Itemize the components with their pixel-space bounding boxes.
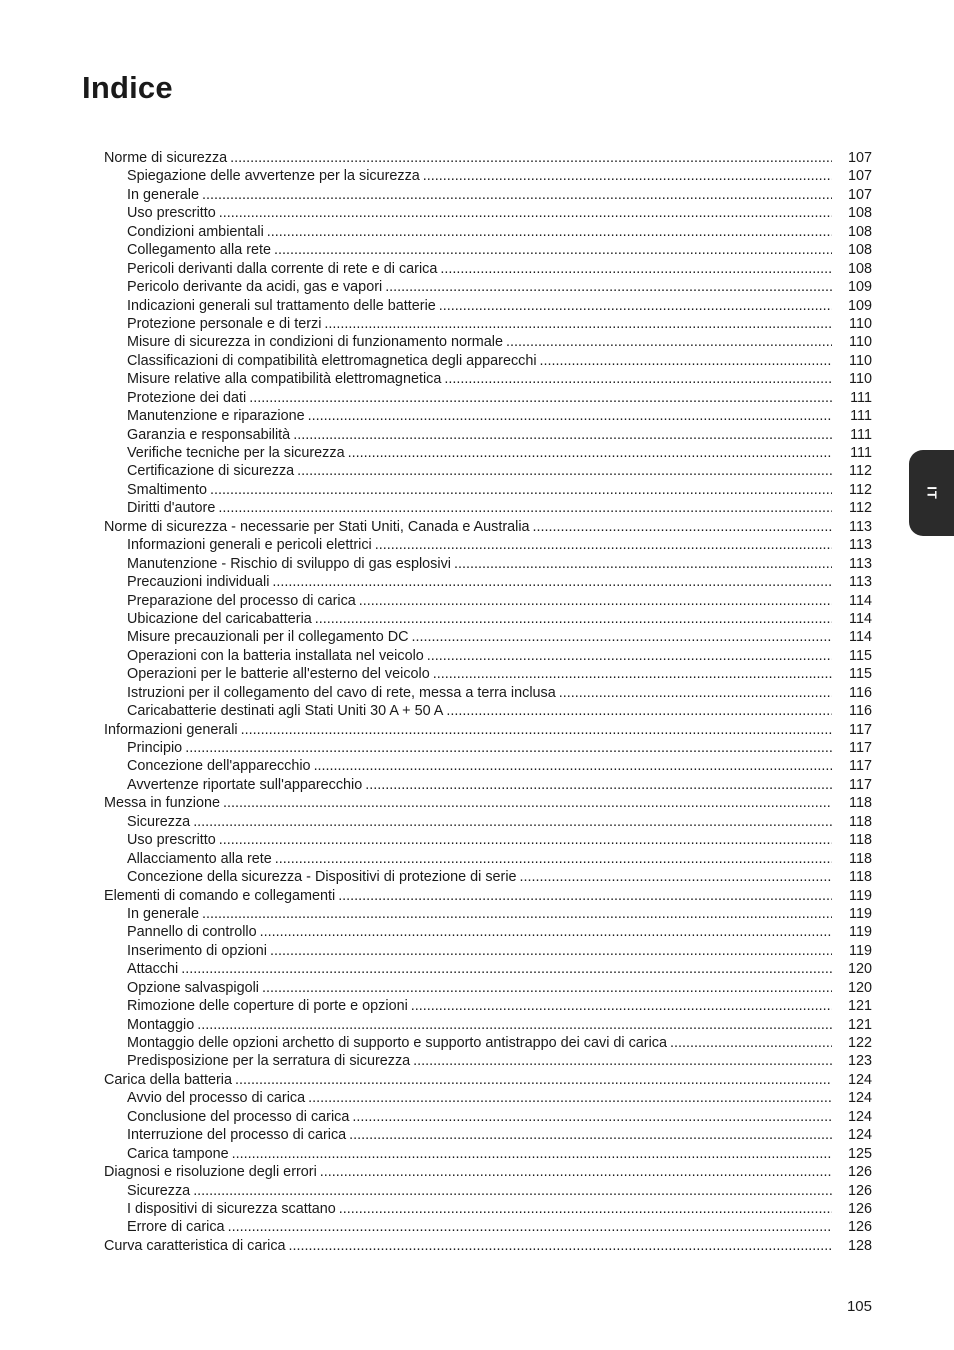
- toc-entry-page: 117: [849, 776, 872, 793]
- toc-entry[interactable]: [104, 223, 872, 241]
- toc-entry[interactable]: [104, 481, 872, 499]
- toc-entry-label: Norme di sicurezza: [104, 150, 228, 166]
- toc-entry-label: Diritti d'autore: [127, 500, 216, 517]
- toc-entry[interactable]: [104, 407, 872, 425]
- toc-leader-dots: [412, 628, 832, 646]
- toc-leader-dots: [193, 813, 832, 831]
- toc-entry-label: Manutenzione e riparazione: [127, 408, 305, 425]
- toc-leader-dots: [444, 370, 832, 388]
- toc-entry-page: 119: [849, 924, 872, 941]
- toc-entry-page: 126: [847, 1182, 872, 1199]
- toc-leader-dots: [210, 481, 832, 499]
- toc-leader-dots: [223, 794, 832, 812]
- toc-entry-page: 121: [847, 1016, 872, 1033]
- toc-entry-label: Opzione salvaspigoli: [127, 979, 259, 996]
- toc-leader-dots: [433, 665, 832, 683]
- toc-entry-page: 109: [847, 297, 872, 314]
- toc-leader-dots: [559, 684, 832, 702]
- toc-entry-page: 113: [849, 574, 872, 591]
- toc-entry-page: 117: [849, 758, 872, 775]
- toc-entry-page: 121: [847, 998, 872, 1015]
- toc-entry-page: 108: [847, 205, 872, 222]
- toc-entry-page: 118: [849, 850, 872, 867]
- language-tab-label: IT: [924, 486, 939, 500]
- toc-entry[interactable]: [104, 278, 872, 296]
- toc-leader-dots: [260, 923, 832, 941]
- toc-leader-dots: [439, 297, 832, 315]
- toc-entry-label: Ubicazione del caricabatteria: [127, 610, 312, 627]
- toc-entry[interactable]: [104, 905, 872, 923]
- toc-entry[interactable]: [104, 1126, 872, 1144]
- toc-leader-dots: [520, 868, 832, 886]
- toc-entry-label: Inserimento di opzioni: [127, 942, 267, 959]
- toc-entry-page: 113: [849, 537, 872, 554]
- toc-leader-dots: [275, 850, 832, 868]
- toc-entry-label: In generale: [127, 186, 200, 203]
- toc-entry-label: Spiegazione delle avvertenze per la sicurezza: [127, 168, 420, 185]
- toc-entry-page: 118: [849, 795, 872, 812]
- toc-entry-page: 112: [849, 500, 872, 517]
- toc-entry-label: Collegamento alla rete: [127, 242, 271, 259]
- toc-entry[interactable]: [104, 665, 872, 683]
- toc-entry-label: Norme di sicurezza - necessarie per Stati Uniti, Canada e Australia: [104, 518, 530, 535]
- page-title: Indice: [82, 70, 173, 105]
- toc-entry[interactable]: [104, 887, 872, 905]
- toc-entry[interactable]: [104, 186, 872, 204]
- toc-entry-label: Operazioni con la batteria installata nel veicolo: [127, 647, 424, 664]
- toc-entry-label: Concezione dell'apparecchio: [127, 758, 311, 775]
- toc-entry-label: Indicazioni generali sul trattamento delle batterie: [127, 297, 436, 314]
- toc-leader-dots: [506, 333, 832, 351]
- toc-entry-label: Rimozione delle coperture di porte e opzioni: [127, 998, 408, 1015]
- toc-leader-dots: [270, 942, 832, 960]
- toc-leader-dots: [411, 997, 832, 1015]
- toc-entry-page: 117: [849, 740, 872, 756]
- toc-entry-label: Misure precauzionali per il collegamento DC: [127, 629, 409, 646]
- toc-leader-dots: [446, 702, 832, 720]
- toc-leader-dots: [375, 536, 832, 554]
- toc-entry[interactable]: [104, 868, 872, 886]
- toc-entry[interactable]: [104, 942, 872, 960]
- toc-entry[interactable]: [104, 647, 872, 665]
- toc-entry-page: 114: [849, 610, 872, 627]
- toc-entry-label: Uso prescritto: [127, 205, 216, 222]
- toc-entry[interactable]: [104, 389, 872, 407]
- toc-entry[interactable]: [104, 1108, 872, 1126]
- toc-entry-label: Preparazione del processo di carica: [127, 592, 356, 609]
- toc-entry-page: 111: [850, 408, 872, 425]
- toc-entry[interactable]: [104, 979, 872, 997]
- toc-leader-dots: [218, 499, 832, 517]
- toc-entry[interactable]: [104, 444, 872, 462]
- toc-entry-label: Allacciamento alla rete: [127, 850, 272, 867]
- toc-entry-page: 116: [849, 703, 872, 720]
- toc-entry-page: 111: [850, 445, 872, 461]
- toc-entry-page: 118: [849, 813, 872, 830]
- toc-entry-page: 112: [849, 481, 872, 498]
- toc-entry-page: 119: [849, 887, 872, 904]
- toc-leader-dots: [262, 979, 832, 997]
- toc-entry[interactable]: [104, 370, 872, 388]
- toc-entry-label: Misure relative alla compatibilità elettromagnetica: [127, 371, 442, 388]
- toc-entry[interactable]: [104, 149, 872, 167]
- toc-entry[interactable]: [104, 462, 872, 480]
- toc-entry-label: Garanzia e responsabilità: [127, 426, 291, 443]
- toc-leader-dots: [454, 555, 832, 573]
- toc-entry-page: 124: [847, 1108, 872, 1125]
- toc-entry-page: 107: [847, 150, 872, 166]
- toc-entry-page: 124: [847, 1090, 872, 1107]
- toc-entry-label: Avvio del processo di carica: [127, 1090, 306, 1107]
- toc-leader-dots: [228, 1218, 832, 1236]
- toc-leader-dots: [272, 573, 832, 591]
- toc-entry[interactable]: [104, 721, 872, 739]
- toc-leader-dots: [185, 739, 832, 757]
- toc-entry-label: Diagnosi e risoluzione degli errori: [104, 1164, 317, 1181]
- toc-entry[interactable]: [104, 555, 872, 573]
- toc-entry[interactable]: [104, 518, 872, 536]
- toc-leader-dots: [181, 960, 832, 978]
- toc-entry-page: 117: [849, 721, 872, 738]
- toc-leader-dots: [308, 1089, 832, 1107]
- toc-leader-dots: [314, 757, 832, 775]
- toc-leader-dots: [219, 831, 832, 849]
- toc-leader-dots: [324, 315, 832, 333]
- toc-entry-page: 124: [847, 1071, 872, 1088]
- toc-leader-dots: [533, 518, 832, 536]
- toc-entry-page: 118: [849, 869, 872, 886]
- toc-entry-page: 113: [849, 555, 872, 572]
- toc-entry[interactable]: [104, 923, 872, 941]
- toc-leader-dots: [308, 407, 832, 425]
- toc-leader-dots: [293, 426, 832, 444]
- toc-entry[interactable]: [104, 610, 872, 628]
- toc-entry-label: Errore di carica: [127, 1219, 225, 1236]
- toc-entry[interactable]: [104, 850, 872, 868]
- toc-entry-label: Avvertenze riportate sull'apparecchio: [127, 776, 363, 793]
- toc-entry-label: Elementi di comando e collegamenti: [104, 887, 336, 904]
- toc-entry-label: Carica tampone: [127, 1145, 229, 1162]
- toc-entry-page: 112: [849, 463, 872, 480]
- toc-entry-page: 107: [847, 186, 872, 203]
- toc-leader-dots: [338, 887, 832, 905]
- toc-entry-label: Sicurezza: [127, 813, 191, 830]
- toc-entry[interactable]: [104, 204, 872, 222]
- toc-entry-label: I dispositivi di sicurezza scattano: [127, 1200, 336, 1217]
- toc-entry-label: Attacchi: [127, 961, 179, 978]
- toc-entry[interactable]: [104, 1237, 872, 1255]
- toc-entry-label: Istruzioni per il collegamento del cavo di rete, messa a terra inclusa: [127, 684, 556, 701]
- toc-entry[interactable]: [104, 1163, 872, 1181]
- toc-entry[interactable]: [104, 260, 872, 278]
- toc-entry-page: 110: [849, 315, 872, 332]
- table-of-contents: [104, 149, 872, 1255]
- toc-entry-page: 126: [847, 1164, 872, 1181]
- toc-entry[interactable]: [104, 1052, 872, 1070]
- toc-entry-page: 126: [847, 1219, 872, 1236]
- toc-entry-label: Verifiche tecniche per la sicurezza: [127, 445, 345, 461]
- toc-leader-dots: [289, 1237, 832, 1255]
- toc-entry[interactable]: [104, 1071, 872, 1089]
- toc-entry[interactable]: [104, 1016, 872, 1034]
- toc-entry-label: Interruzione del processo di carica: [127, 1127, 347, 1144]
- toc-leader-dots: [297, 462, 832, 480]
- toc-entry-label: Montaggio: [127, 1016, 195, 1033]
- toc-entry[interactable]: [104, 297, 872, 315]
- toc-entry[interactable]: [104, 739, 872, 757]
- toc-leader-dots: [540, 352, 832, 370]
- toc-entry-page: 128: [847, 1237, 872, 1254]
- toc-entry-page: 114: [849, 629, 872, 646]
- toc-entry-page: 126: [847, 1200, 872, 1217]
- toc-leader-dots: [219, 204, 832, 222]
- toc-leader-dots: [440, 260, 832, 278]
- toc-leader-dots: [385, 278, 832, 296]
- toc-entry-label: Classificazioni di compatibilità elettromagnetica degli apparecchi: [127, 352, 537, 369]
- toc-entry-page: 113: [849, 518, 872, 535]
- toc-entry-page: 119: [849, 942, 872, 959]
- toc-entry[interactable]: [104, 1182, 872, 1200]
- toc-entry[interactable]: [104, 757, 872, 775]
- toc-entry-page: 120: [847, 961, 872, 978]
- toc-leader-dots: [230, 149, 832, 167]
- toc-entry-label: Carica della batteria: [104, 1071, 232, 1088]
- toc-entry-page: 110: [849, 352, 872, 369]
- toc-entry[interactable]: [104, 1034, 872, 1052]
- toc-entry[interactable]: [104, 241, 872, 259]
- toc-entry[interactable]: [104, 1089, 872, 1107]
- toc-entry-page: 119: [849, 905, 872, 922]
- toc-entry-label: Montaggio delle opzioni archetto di supporto e supporto antistrappo dei cavi di carica: [127, 1035, 667, 1051]
- toc-entry[interactable]: [104, 499, 872, 517]
- toc-entry[interactable]: [104, 684, 872, 702]
- toc-entry-page: 108: [847, 260, 872, 277]
- toc-entry-label: Principio: [127, 740, 183, 756]
- toc-entry[interactable]: [104, 167, 872, 185]
- toc-entry-label: Operazioni per le batterie all'esterno del veicolo: [127, 666, 430, 683]
- toc-entry-label: Messa in funzione: [104, 795, 220, 812]
- toc-leader-dots: [274, 241, 832, 259]
- toc-leader-dots: [197, 1016, 832, 1034]
- toc-entry-page: 118: [849, 832, 872, 849]
- toc-entry[interactable]: [104, 776, 872, 794]
- toc-leader-dots: [348, 444, 832, 462]
- toc-entry-label: Uso prescritto: [127, 832, 216, 849]
- toc-leader-dots: [423, 167, 832, 185]
- language-tab: [909, 450, 954, 536]
- toc-entry-label: Sicurezza: [127, 1182, 191, 1199]
- toc-entry-label: Manutenzione - Rischio di sviluppo di gas esplosivi: [127, 555, 451, 572]
- toc-leader-dots: [352, 1108, 832, 1126]
- toc-leader-dots: [193, 1182, 832, 1200]
- toc-entry-page: 115: [849, 666, 872, 683]
- toc-entry-page: 108: [847, 242, 872, 259]
- toc-leader-dots: [670, 1034, 832, 1052]
- toc-entry-page: 115: [849, 647, 872, 664]
- toc-entry[interactable]: [104, 702, 872, 720]
- toc-entry-page: 111: [850, 389, 872, 406]
- toc-entry[interactable]: [104, 315, 872, 333]
- toc-leader-dots: [349, 1126, 832, 1144]
- toc-entry[interactable]: [104, 573, 872, 591]
- toc-entry[interactable]: [104, 813, 872, 831]
- toc-entry-page: 107: [847, 168, 872, 185]
- toc-entry-label: Precauzioni individuali: [127, 574, 270, 591]
- toc-entry-label: Protezione dei dati: [127, 389, 247, 406]
- toc-leader-dots: [413, 1052, 832, 1070]
- toc-entry-page: 108: [847, 223, 872, 240]
- toc-entry-label: Concezione della sicurezza - Dispositivi di protezione di serie: [127, 869, 517, 886]
- toc-leader-dots: [249, 389, 832, 407]
- toc-entry[interactable]: [104, 794, 872, 812]
- toc-entry-page: 123: [847, 1053, 872, 1070]
- toc-entry-label: Certificazione di sicurezza: [127, 463, 295, 480]
- toc-entry[interactable]: [104, 1218, 872, 1236]
- toc-entry[interactable]: [104, 628, 872, 646]
- toc-entry-label: Condizioni ambientali: [127, 223, 264, 240]
- toc-leader-dots: [339, 1200, 832, 1218]
- toc-entry-page: 120: [847, 979, 872, 996]
- toc-entry-label: Informazioni generali: [104, 721, 238, 738]
- toc-leader-dots: [232, 1145, 832, 1163]
- toc-entry-label: Curva caratteristica di carica: [104, 1237, 286, 1254]
- toc-leader-dots: [315, 610, 832, 628]
- toc-entry[interactable]: [104, 1145, 872, 1163]
- toc-entry-page: 114: [849, 592, 872, 609]
- toc-entry-page: 116: [849, 684, 872, 701]
- toc-entry-label: Pericoli derivanti dalla corrente di rete e di carica: [127, 260, 438, 277]
- toc-entry[interactable]: [104, 1200, 872, 1218]
- toc-leader-dots: [359, 592, 832, 610]
- toc-entry[interactable]: [104, 831, 872, 849]
- toc-entry-label: Protezione personale e di terzi: [127, 315, 322, 332]
- toc-entry-label: Conclusione del processo di carica: [127, 1108, 350, 1125]
- toc-entry-page: 110: [849, 371, 872, 388]
- toc-entry[interactable]: [104, 536, 872, 554]
- toc-entry[interactable]: [104, 352, 872, 370]
- toc-leader-dots: [365, 776, 832, 794]
- toc-leader-dots: [267, 223, 832, 241]
- toc-entry-label: Smaltimento: [127, 481, 207, 498]
- toc-leader-dots: [202, 186, 832, 204]
- toc-entry[interactable]: [104, 592, 872, 610]
- toc-entry-page: 109: [847, 279, 872, 296]
- toc-entry-page: 122: [847, 1035, 872, 1051]
- toc-entry-page: 110: [849, 334, 872, 351]
- toc-leader-dots: [427, 647, 832, 665]
- toc-entry-label: Predisposizione per la serratura di sicurezza: [127, 1053, 411, 1070]
- toc-entry-label: In generale: [127, 905, 200, 922]
- toc-entry[interactable]: [104, 426, 872, 444]
- toc-entry-label: Misure di sicurezza in condizioni di funzionamento normale: [127, 334, 503, 351]
- toc-entry-label: Caricabatterie destinati agli Stati Uniti 30 A + 50 A: [127, 703, 444, 720]
- page-number: 105: [846, 1298, 872, 1315]
- toc-leader-dots: [241, 721, 832, 739]
- toc-entry[interactable]: [104, 997, 872, 1015]
- toc-leader-dots: [235, 1071, 832, 1089]
- toc-entry-label: Informazioni generali e pericoli elettrici: [127, 537, 372, 554]
- toc-entry[interactable]: [104, 960, 872, 978]
- toc-entry-label: Pannello di controllo: [127, 924, 257, 941]
- toc-entry-page: 111: [850, 426, 872, 443]
- toc-entry-page: 125: [847, 1145, 872, 1162]
- toc-leader-dots: [320, 1163, 832, 1181]
- toc-entry[interactable]: [104, 333, 872, 351]
- toc-leader-dots: [202, 905, 832, 923]
- toc-entry-page: 124: [847, 1127, 872, 1144]
- toc-entry-label: Pericolo derivante da acidi, gas e vapori: [127, 279, 383, 296]
